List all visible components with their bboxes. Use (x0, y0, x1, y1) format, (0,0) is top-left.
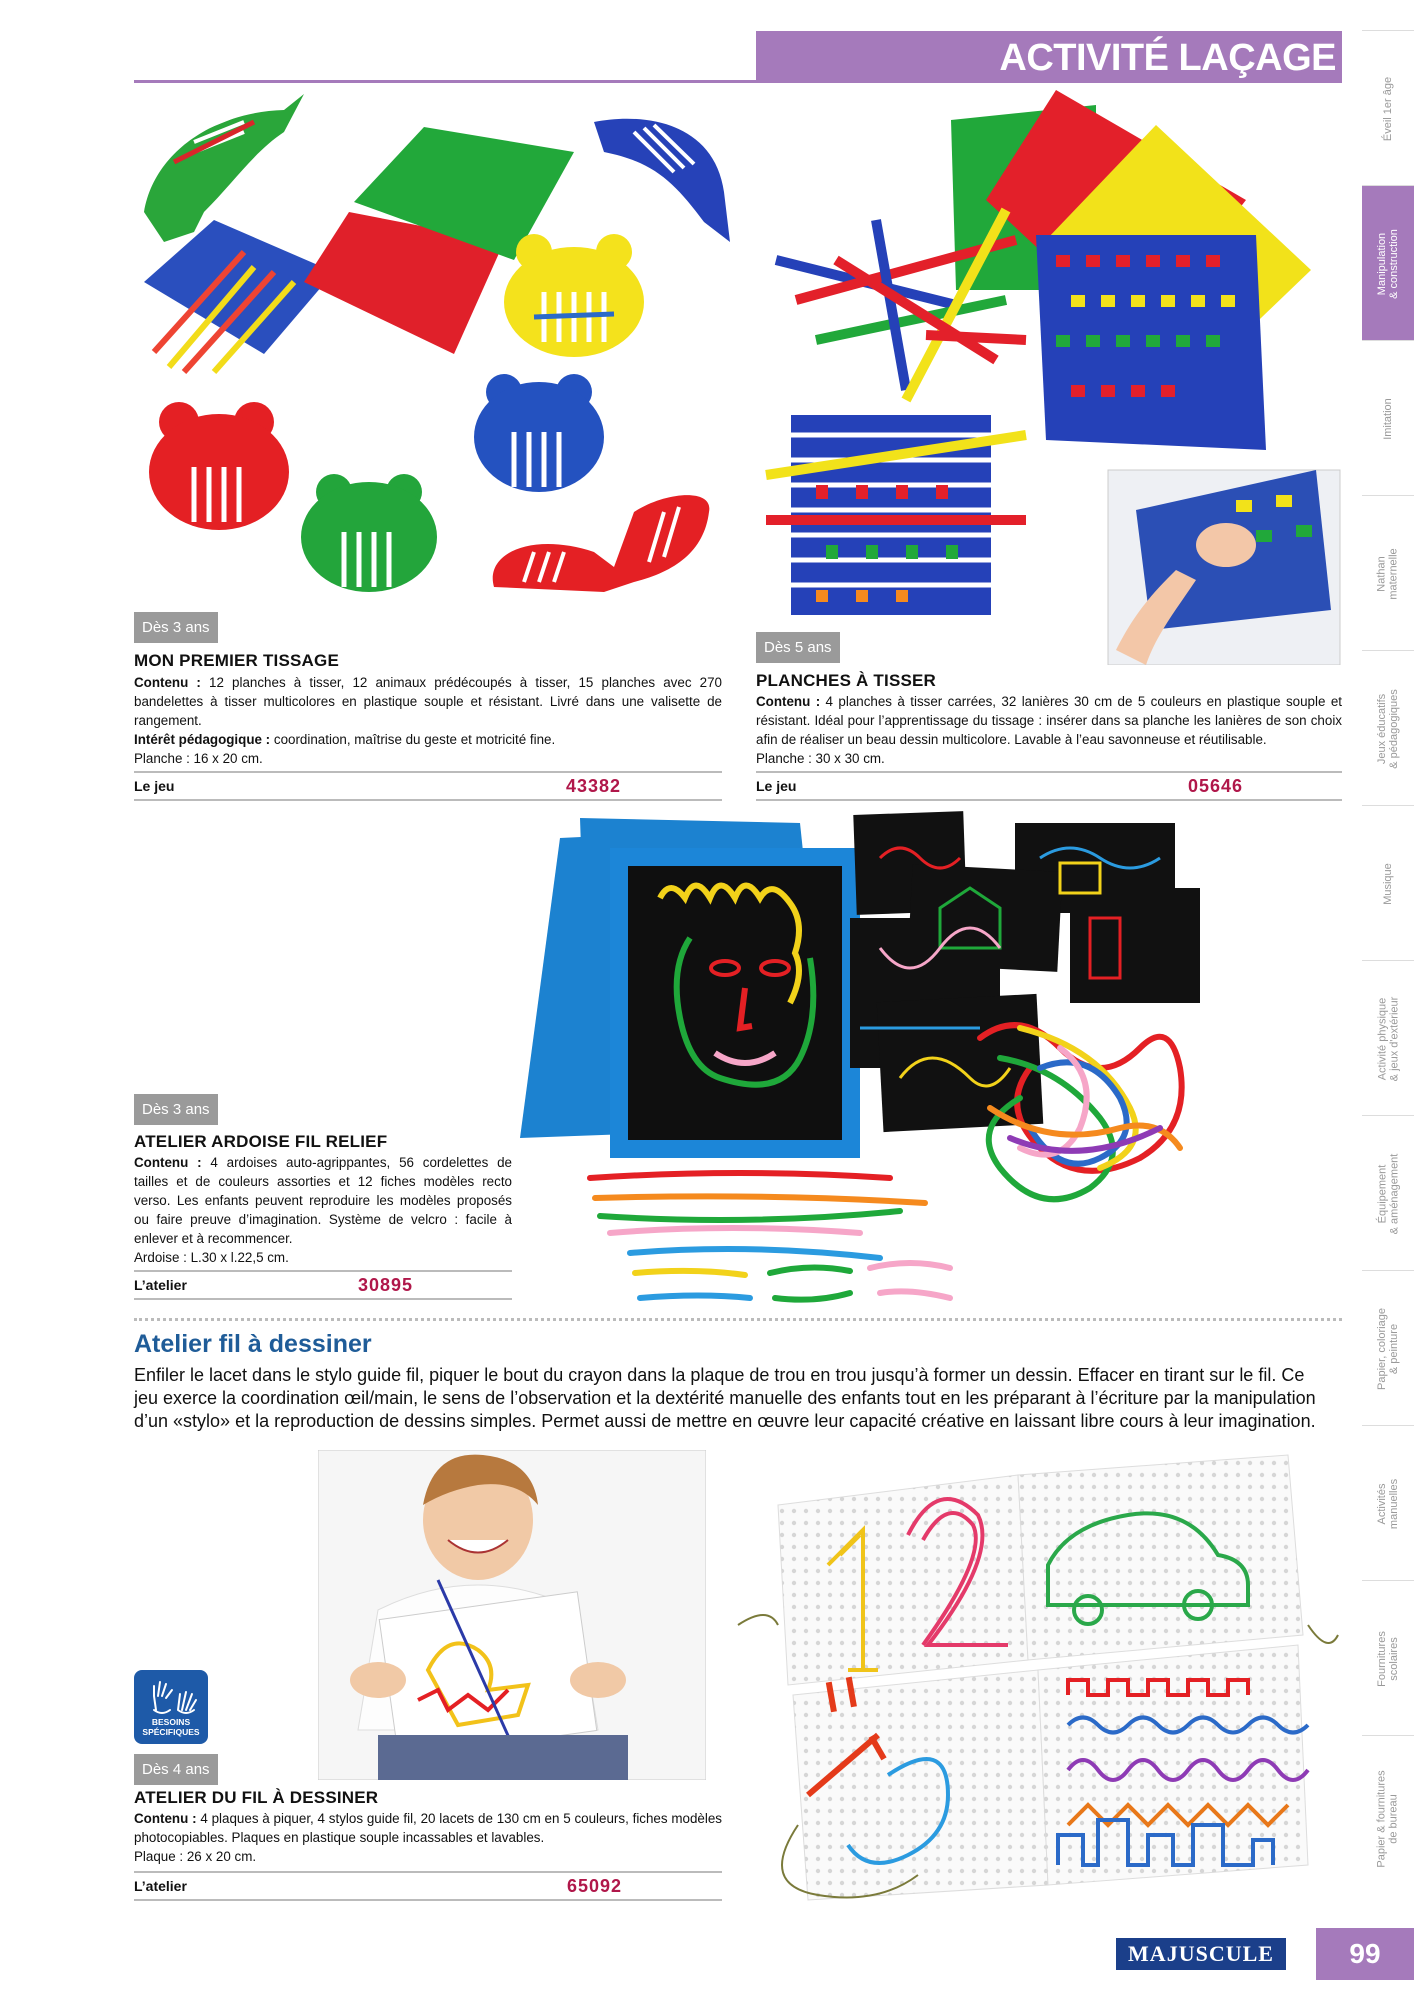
section-title: Atelier fil à dessiner (134, 1330, 372, 1358)
age-badge: Dès 5 ans (756, 632, 840, 663)
age-badge: Dès 3 ans (134, 1094, 218, 1125)
product-code[interactable]: 05646 (1188, 776, 1244, 796)
contenu-text: 4 planches à tisser carrées, 32 lanières 30 cm de 5 couleurs en plastique souple et résistant. Idéal pour l’apprentissage du tissage : insérer dans sa planche les lanières de son choix afin de réaliser un beau dessin multicolore. Lavable à l’eau savonneuse et réutilisable. (756, 694, 1342, 747)
dimensions: Ardoise : L.30 x l.22,5 cm. (134, 1250, 289, 1265)
special-needs-badge (134, 1670, 208, 1744)
page-number: 99 (1316, 1928, 1414, 1980)
product-description (134, 673, 722, 768)
planches-product-image (756, 90, 1342, 665)
side-tab-fournitures-scolaires[interactable]: Fournitures scolaires (1362, 1580, 1414, 1736)
side-tab-activites-manuelles[interactable]: Activités manuelles (1362, 1425, 1414, 1581)
price-label: L’atelier (134, 1878, 187, 1894)
section-divider (134, 1318, 1342, 1321)
contenu-label: Contenu : (134, 1811, 197, 1826)
side-tab-eveil[interactable]: Éveil 1er âge (1362, 30, 1414, 186)
page-title: ACTIVITÉ LAÇAGE (999, 37, 1336, 79)
product-code[interactable]: 65092 (567, 1876, 623, 1896)
interet-label: Intérêt pédagogique : (134, 732, 271, 747)
side-tab-equipement[interactable]: Équipement & aménagement (1362, 1115, 1414, 1271)
price-label: Le jeu (756, 778, 797, 794)
side-tabs (1362, 30, 1414, 1900)
age-badge: Dès 4 ans (134, 1754, 218, 1785)
product-title: ATELIER ARDOISE FIL RELIEF (134, 1132, 388, 1151)
product-description (134, 1809, 722, 1866)
product-code[interactable]: 43382 (566, 776, 622, 796)
contenu-label: Contenu : (756, 694, 821, 709)
product-description (134, 1153, 512, 1267)
price-row (756, 771, 1342, 801)
dimensions: Planche : 16 x 20 cm. (134, 751, 263, 766)
interet-text: coordination, maîtrise du geste et motricité fine. (270, 732, 556, 747)
side-tab-fournitures-bureau[interactable]: Papier & fournitures de bureau (1362, 1735, 1414, 1901)
side-tab-imitation[interactable]: Imitation (1362, 340, 1414, 496)
contenu-label: Contenu : (134, 1155, 202, 1170)
price-row (134, 1871, 722, 1901)
dimensions: Plaque : 26 x 20 cm. (134, 1849, 257, 1864)
age-badge: Dès 3 ans (134, 612, 218, 643)
side-tab-jeux-educatifs[interactable]: Jeux éducatifs & pédagogiques (1362, 650, 1414, 806)
badge-text: BESOINS SPÉCIFIQUES (142, 1717, 200, 1737)
contenu-text: 12 planches à tisser, 12 animaux prédécoupés à tisser, 15 planches avec 270 bandelettes à tisser multicolores en plastique souple et résistant. Livré dans une valisette de rangement. (134, 675, 722, 728)
contenu-label: Contenu : (134, 675, 201, 690)
ardoise-product-image (500, 808, 1200, 1316)
header-rule (134, 80, 756, 83)
side-tab-musique[interactable]: Musique (1362, 805, 1414, 961)
child-photo (318, 1450, 706, 1780)
fil-product-image (728, 1445, 1342, 1905)
side-tab-activite-physique[interactable]: Activité physique & jeux d'extérieur (1362, 960, 1414, 1116)
dimensions: Planche : 30 x 30 cm. (756, 751, 885, 766)
contenu-text: 4 plaques à piquer, 4 stylos guide fil, 20 lacets de 130 cm en 5 couleurs, fiches modèles photocopiables. Plaques en plastique souple incassables et lavables. (134, 1811, 722, 1845)
product-code[interactable]: 30895 (358, 1275, 414, 1295)
price-label: L’atelier (134, 1277, 187, 1293)
product-title: MON PREMIER TISSAGE (134, 651, 339, 670)
price-row (134, 771, 722, 801)
product-title: ATELIER DU FIL À DESSINER (134, 1788, 379, 1807)
price-row (134, 1270, 512, 1300)
tissage-product-image (134, 92, 734, 612)
side-tab-papier-coloriage[interactable]: Papier, coloriage & peinture (1362, 1270, 1414, 1426)
side-tab-manipulation[interactable]: Manipulation & construction (1362, 185, 1414, 341)
hands-icon (134, 1672, 208, 1718)
side-tab-nathan[interactable]: Nathan maternelle (1362, 495, 1414, 651)
product-description (756, 692, 1342, 768)
contenu-text: 4 ardoises auto-agrippantes, 56 cordelettes de tailles et de couleurs assorties et 12 fiches modèles recto verso. Les enfants peuvent reproduire les modèles proposés ou faire preuve d’imagination. Système de velcro : facile à enlever et à recommencer. (134, 1155, 512, 1246)
brand-logo: MAJUSCULE (1116, 1938, 1286, 1970)
price-label: Le jeu (134, 778, 175, 794)
section-description: Enfiler le lacet dans le stylo guide fil, piquer le bout du crayon dans la plaque de trou en trou jusqu’à former un dessin. Effacer en tirant sur le fil. Ce jeu exerce la coordination œil/main, le sens de l’observation et la dextérité manuelle des enfants tout en les préparant à l’écriture par la manipulation d’un «stylo» et la reproduction de dessins simples. Permet aussi de mettre en œuvre leur capacité créative en laissant libre cours à leur imagination. (134, 1365, 1316, 1431)
product-title: PLANCHES À TISSER (756, 671, 937, 690)
